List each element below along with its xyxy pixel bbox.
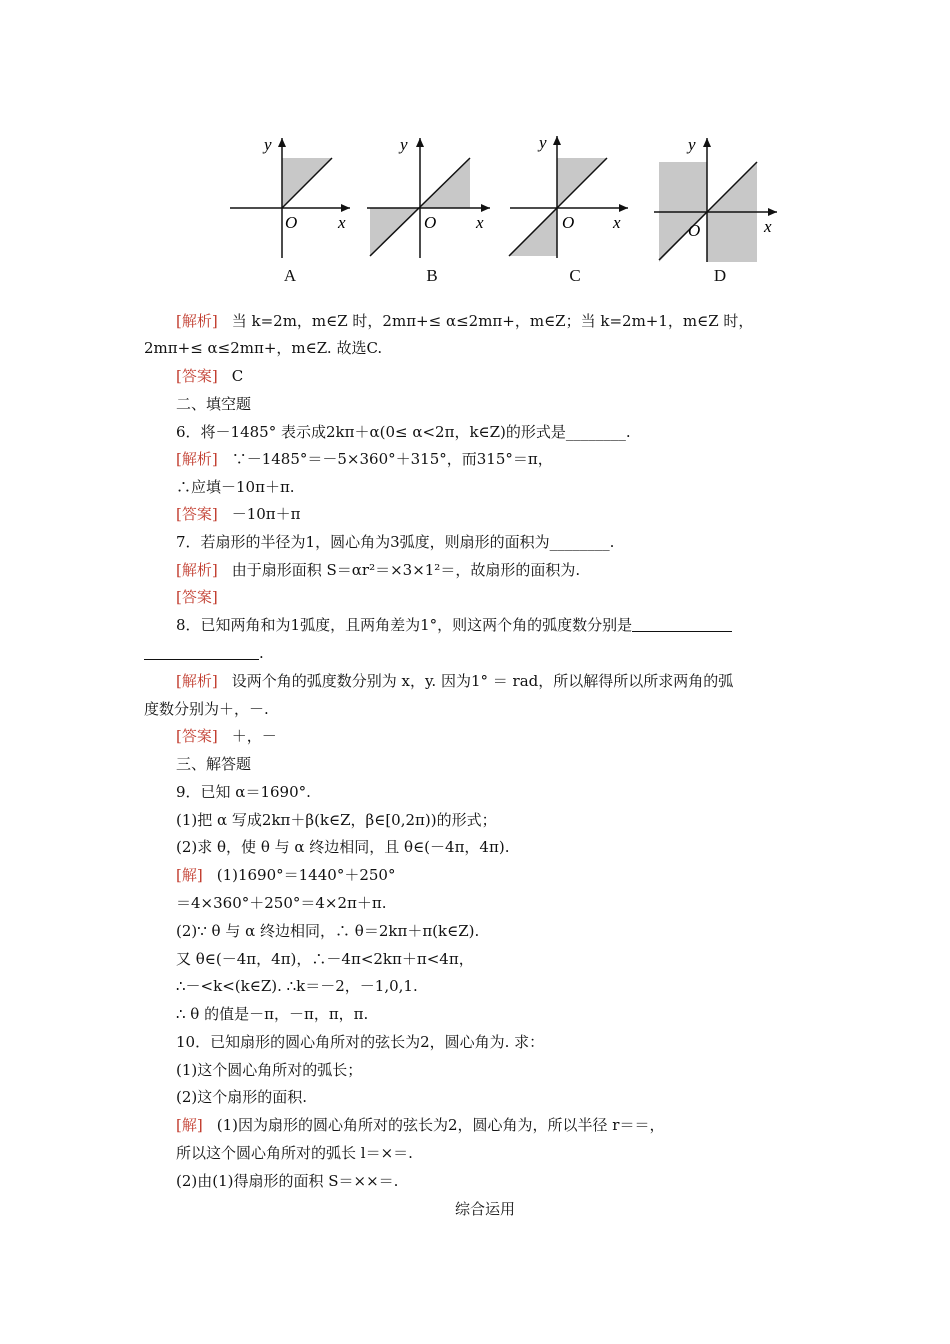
solution-9-line-6 (0, 1004, 950, 1024)
origin-label: O (688, 221, 701, 240)
line-answer-6 (0, 504, 950, 524)
figure-a (220, 128, 360, 293)
figure-label: C (569, 266, 581, 285)
tag-answer: [答案] (176, 505, 218, 523)
line-text: ∴ θ 的值是－π，－π，π，π. (176, 1005, 369, 1023)
tag-analysis: [解析] (176, 450, 218, 468)
question-10-part-1 (0, 1060, 950, 1080)
line-text: 9．已知 α＝1690°. (176, 783, 311, 801)
tag-analysis: [解析] (176, 561, 218, 579)
section-heading-solve (0, 754, 950, 774)
figure-label: D (713, 266, 727, 285)
answer-blank (144, 644, 259, 660)
x-axis-label: x (476, 213, 484, 232)
line-text: (2)求 θ，使 θ 与 α 终边相同，且 θ∈(－4π，4π). (176, 838, 510, 856)
line-text: (1)因为扇形的圆心角所对的弦长为2，圆心角为，所以半径 r＝＝， (216, 1116, 665, 1134)
origin-label: O (424, 213, 437, 232)
line-text: 三、解答题 (176, 755, 252, 773)
figure-b (362, 128, 502, 293)
origin-label: O (285, 213, 298, 232)
solution-10-line-2 (0, 1143, 950, 1163)
solution-10-line-1 (0, 1115, 950, 1135)
line-text: (1)1690°＝1440°＋250° (216, 866, 396, 884)
line-text: 设两个角的弧度数分别为 x，y. 因为1° ＝ rad，所以解得所以所求两角的弧 (231, 672, 734, 690)
x-axis-label: x (764, 217, 772, 236)
line-text: . (259, 644, 264, 662)
footer-text: 综合运用 (454, 1200, 515, 1218)
figure-b-graph (362, 128, 502, 263)
section-heading-fill (0, 394, 950, 414)
question-7 (0, 532, 950, 552)
line-text: 7．若扇形的半径为1，圆心角为3弧度，则扇形的面积为________. (176, 533, 615, 551)
line-analysis-7 (0, 560, 950, 580)
tag-answer: [答案] (176, 727, 218, 745)
line-text: 2mπ+≤ α≤2mπ+，m∈Z. 故选C. (144, 339, 383, 357)
line-answer-5 (0, 366, 950, 386)
question-6 (0, 422, 950, 442)
line-text: (2)由(1)得扇形的面积 S＝××＝. (176, 1172, 399, 1190)
figure-d (650, 128, 790, 293)
y-axis-label: y (539, 133, 547, 152)
figure-a-graph (220, 128, 360, 263)
figure-c-graph (505, 128, 645, 263)
question-10 (0, 1032, 950, 1052)
line-text: 二、填空题 (176, 395, 252, 413)
x-axis-label: x (613, 213, 621, 232)
tag-solution: [解] (176, 1116, 203, 1134)
line-answer-8 (0, 726, 950, 746)
line-text: 度数分别为＋，－. (144, 700, 269, 718)
line-text: ∴应填－10π＋π. (176, 478, 295, 496)
line-text: (1)这个圆心角所对的弧长； (176, 1061, 363, 1079)
tag-analysis: [解析] (176, 672, 218, 690)
origin-label: O (562, 213, 575, 232)
section-footer (0, 1199, 950, 1219)
line-text: 10．已知扇形的圆心角所对的弦长为2，圆心角为. 求： (176, 1033, 545, 1051)
line-text: 所以这个圆心角所对的弧长 l＝×＝. (176, 1144, 413, 1162)
answer-blank (632, 616, 732, 632)
line-text: 8．已知两角和为1弧度，且两角差为1°，则这两个角的弧度数分别是 (176, 616, 633, 634)
line-text: (1)把 α 写成2kπ＋β(k∈Z，β∈[0,2π))的形式； (176, 811, 497, 829)
solution-9-line-4 (0, 949, 950, 969)
line-text: ∴－<k<(k∈Z). ∴k＝－2，－1,0,1. (176, 977, 418, 995)
y-axis-label: y (264, 135, 272, 154)
line-text: ＋，－ (231, 727, 277, 745)
line-text: 由于扇形面积 S＝αr²＝×3×1²＝，故扇形的面积为. (231, 561, 581, 579)
question-9 (0, 782, 950, 802)
solution-9-line-3 (0, 921, 950, 941)
answer-option-figures (210, 128, 790, 293)
tag-answer: [答案] (176, 367, 218, 385)
line-text: 6．将－1485° 表示成2kπ＋α(0≤ α<2π，k∈Z)的形式是________. (176, 423, 631, 441)
line-text: (2)∵ θ 与 α 终边相同，∴ θ＝2kπ＋π(k∈Z). (176, 922, 480, 940)
question-10-part-2 (0, 1087, 950, 1107)
y-axis-label: y (688, 135, 696, 154)
question-9-part-2 (0, 837, 950, 857)
line-text: －10π＋π (231, 505, 301, 523)
y-axis-label: y (400, 135, 408, 154)
line-analysis-8-cont (0, 699, 950, 719)
figure-label: B (426, 266, 438, 285)
solution-9-line-5 (0, 976, 950, 996)
tag-analysis: [解析] (176, 312, 218, 330)
figure-d-graph (650, 128, 790, 263)
line-text: 又 θ∈(－4π，4π)，∴－4π<2kπ＋π<4π， (176, 950, 474, 968)
line-answer-7 (0, 587, 950, 607)
line-text: 当 k=2m，m∈Z 时，2mπ+≤ α≤2mπ+，m∈Z；当 k=2m+1，m∈Z 时， (231, 312, 754, 330)
line-analysis-5 (0, 311, 950, 331)
solution-9-line-1 (0, 865, 950, 885)
figure-label: A (283, 266, 297, 285)
line-text: ∵－1485°＝－5×360°＋315°，而315°＝π， (231, 450, 553, 468)
line-analysis-8 (0, 671, 950, 691)
question-8 (0, 615, 950, 635)
line-text: (2)这个扇形的面积. (176, 1088, 308, 1106)
line-analysis-6 (0, 449, 950, 469)
line-text: ＝4×360°＋250°＝4×2π＋π. (176, 894, 387, 912)
solution-9-line-2 (0, 893, 950, 913)
solution-10-line-3 (0, 1171, 950, 1191)
line-text: C (231, 367, 244, 385)
tag-answer: [答案] (176, 588, 218, 606)
question-8-cont (0, 643, 950, 663)
line-analysis-6-cont (0, 477, 950, 497)
figure-c (505, 128, 645, 293)
x-axis-label: x (338, 213, 346, 232)
tag-solution: [解] (176, 866, 203, 884)
line-analysis-5-cont (0, 338, 950, 358)
question-9-part-1 (0, 810, 950, 830)
